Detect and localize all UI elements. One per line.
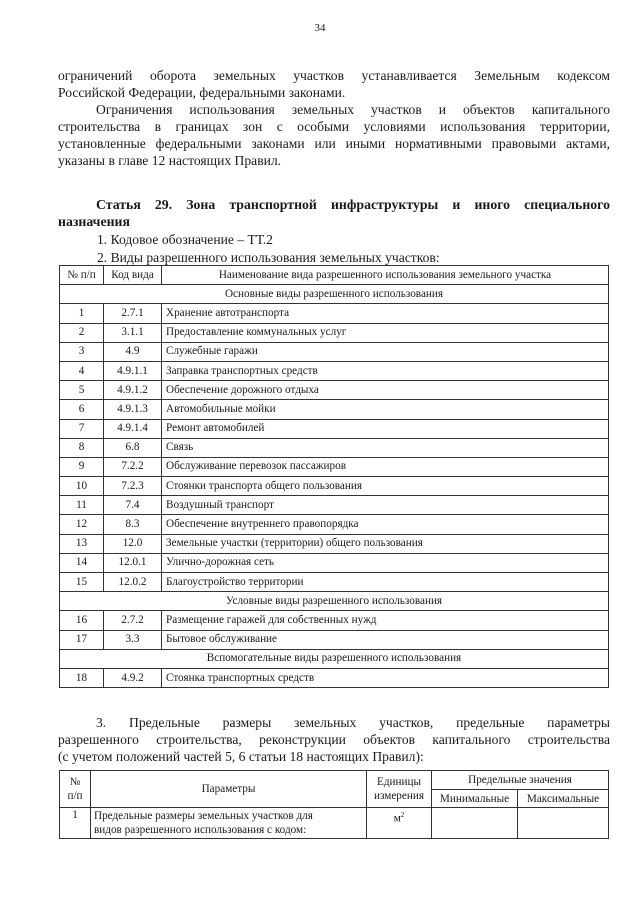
text-line: ограничений оборота земельных участков устанавливается Земельным кодексом [58,68,610,83]
row-name: Улично-дорожная сеть [162,553,609,572]
header-limits: Предельные значения [432,771,609,790]
row-num: 3 [60,342,104,361]
paragraph-limits [58,714,610,765]
header-units [367,771,432,808]
row-name: Обслуживание перевозок пассажиров [162,457,609,476]
table-header-row [60,771,609,790]
row-num: 14 [60,553,104,572]
section-title: Вспомогательные виды разрешенного использования [60,649,609,668]
text-line: Ограничения использования земельных участков и объектов капитального [96,102,610,117]
article-heading-line: назначения [58,214,130,229]
header-num [60,771,91,808]
permitted-uses-title: 2. Виды разрешенного использования земельных участков: [97,250,440,265]
row-name: Предоставление коммунальных услуг [162,323,609,342]
table-row [60,611,609,630]
row-code: 2.7.1 [104,304,162,323]
row-code: 4.9.2 [104,668,162,687]
row-name: Хранение автотранспорта [162,304,609,323]
row-num: 11 [60,496,104,515]
row-name: Заправка транспортных средств [162,361,609,380]
row-name: Стоянки транспорта общего пользования [162,477,609,496]
row-code: 12.0.2 [104,573,162,592]
table-header-row [60,266,609,285]
row-num: 6 [60,400,104,419]
table-row [60,553,609,572]
row-unit-text: м [393,812,401,825]
text-line: строительства в границах зон с особыми условиями использования территории, [58,119,610,134]
row-num: 7 [60,419,104,438]
table-row [60,342,609,361]
row-code: 2.7.2 [104,611,162,630]
parameters-table [59,770,609,839]
table-row [60,361,609,380]
header-units-line: Единицы [377,776,421,788]
row-num: 16 [60,611,104,630]
section-title: Основные виды разрешенного использования [60,285,609,304]
table-row [60,323,609,342]
row-code: 6.8 [104,438,162,457]
row-param-line: видов разрешенного использования с кодом: [94,824,307,836]
section-row [60,592,609,611]
table-row [60,381,609,400]
row-code: 7.2.3 [104,477,162,496]
table-row [60,534,609,553]
row-num: 1 [60,808,91,839]
row-code: 4.9.1.2 [104,381,162,400]
table-row [60,668,609,687]
row-num: 5 [60,381,104,400]
row-name: Размещение гаражей для собственных нужд [162,611,609,630]
row-name: Земельные участки (территории) общего пользования [162,534,609,553]
permitted-uses-table [59,265,609,688]
row-name: Стоянка транспортных средств [162,668,609,687]
header-params: Параметры [91,771,367,808]
row-param-line: Предельные размеры земельных участков для [94,810,313,822]
text-line: Российской Федерации, федеральными законами. [58,85,346,100]
row-code: 4.9.1.3 [104,400,162,419]
article-heading-line: Статья 29. Зона транспортной инфраструктуры и иного специального [96,197,610,212]
table-row [60,400,609,419]
row-name: Бытовое обслуживание [162,630,609,649]
section-row [60,649,609,668]
row-num: 1 [60,304,104,323]
row-name: Обеспечение внутреннего правопорядка [162,515,609,534]
code-designation: 1. Кодовое обозначение – ТТ.2 [97,232,273,247]
header-num: № п/п [60,266,104,285]
table-row [60,477,609,496]
table-row [60,304,609,323]
row-num: 12 [60,515,104,534]
header-max: Максимальные [518,790,609,808]
row-code: 4.9 [104,342,162,361]
row-name: Служебные гаражи [162,342,609,361]
page-number: 34 [314,22,326,34]
text-line: установленные федеральными законами или иными нормативными правовыми актами, [58,136,610,151]
row-name: Ремонт автомобилей [162,419,609,438]
text-line: 3. Предельные размеры земельных участков, предельные параметры [96,715,610,730]
paragraph-restrictions [58,101,610,169]
header-units-line: измерения [374,790,424,802]
table-row [60,573,609,592]
row-name: Обеспечение дорожного отдыха [162,381,609,400]
table-row [60,630,609,649]
header-code: Код вида [104,266,162,285]
row-code: 12.0 [104,534,162,553]
row-code: 3.1.1 [104,323,162,342]
row-num: 18 [60,668,104,687]
article-heading [58,196,610,230]
header-num-line: № [69,776,81,788]
row-code: 3.3 [104,630,162,649]
row-num: 8 [60,438,104,457]
row-num: 13 [60,534,104,553]
row-min [432,808,518,839]
row-code: 7.2.2 [104,457,162,476]
row-num: 4 [60,361,104,380]
table-row [60,438,609,457]
row-param [91,808,367,839]
row-name: Автомобильные мойки [162,400,609,419]
row-name: Воздушный транспорт [162,496,609,515]
paragraph-oborot [58,67,610,101]
row-unit-sup: 2 [400,811,405,819]
row-code: 7.4 [104,496,162,515]
header-min: Минимальные [432,790,518,808]
table-row [60,808,609,839]
row-code: 8.3 [104,515,162,534]
row-num: 15 [60,573,104,592]
row-name: Связь [162,438,609,457]
header-num-line: п/п [67,790,83,802]
table-row [60,419,609,438]
row-num: 2 [60,323,104,342]
table-row [60,496,609,515]
row-num: 9 [60,457,104,476]
table-row [60,515,609,534]
row-max [518,808,609,839]
header-name: Наименование вида разрешенного использования земельного участка [162,266,609,285]
section-row [60,285,609,304]
text-line: указаны в главе 12 настоящих Правил. [58,153,282,168]
row-code: 4.9.1.1 [104,361,162,380]
text-line: разрешенного строительства, реконструкции объектов капитального строительства [58,732,610,747]
table-row [60,457,609,476]
row-name: Благоустройство территории [162,573,609,592]
text-line: (с учетом положений частей 5, 6 статьи 18 настоящих Правил): [58,749,424,764]
row-code: 4.9.1.4 [104,419,162,438]
section-title: Условные виды разрешенного использования [60,592,609,611]
row-num: 10 [60,477,104,496]
row-code: 12.0.1 [104,553,162,572]
row-unit [367,808,432,839]
row-num: 17 [60,630,104,649]
